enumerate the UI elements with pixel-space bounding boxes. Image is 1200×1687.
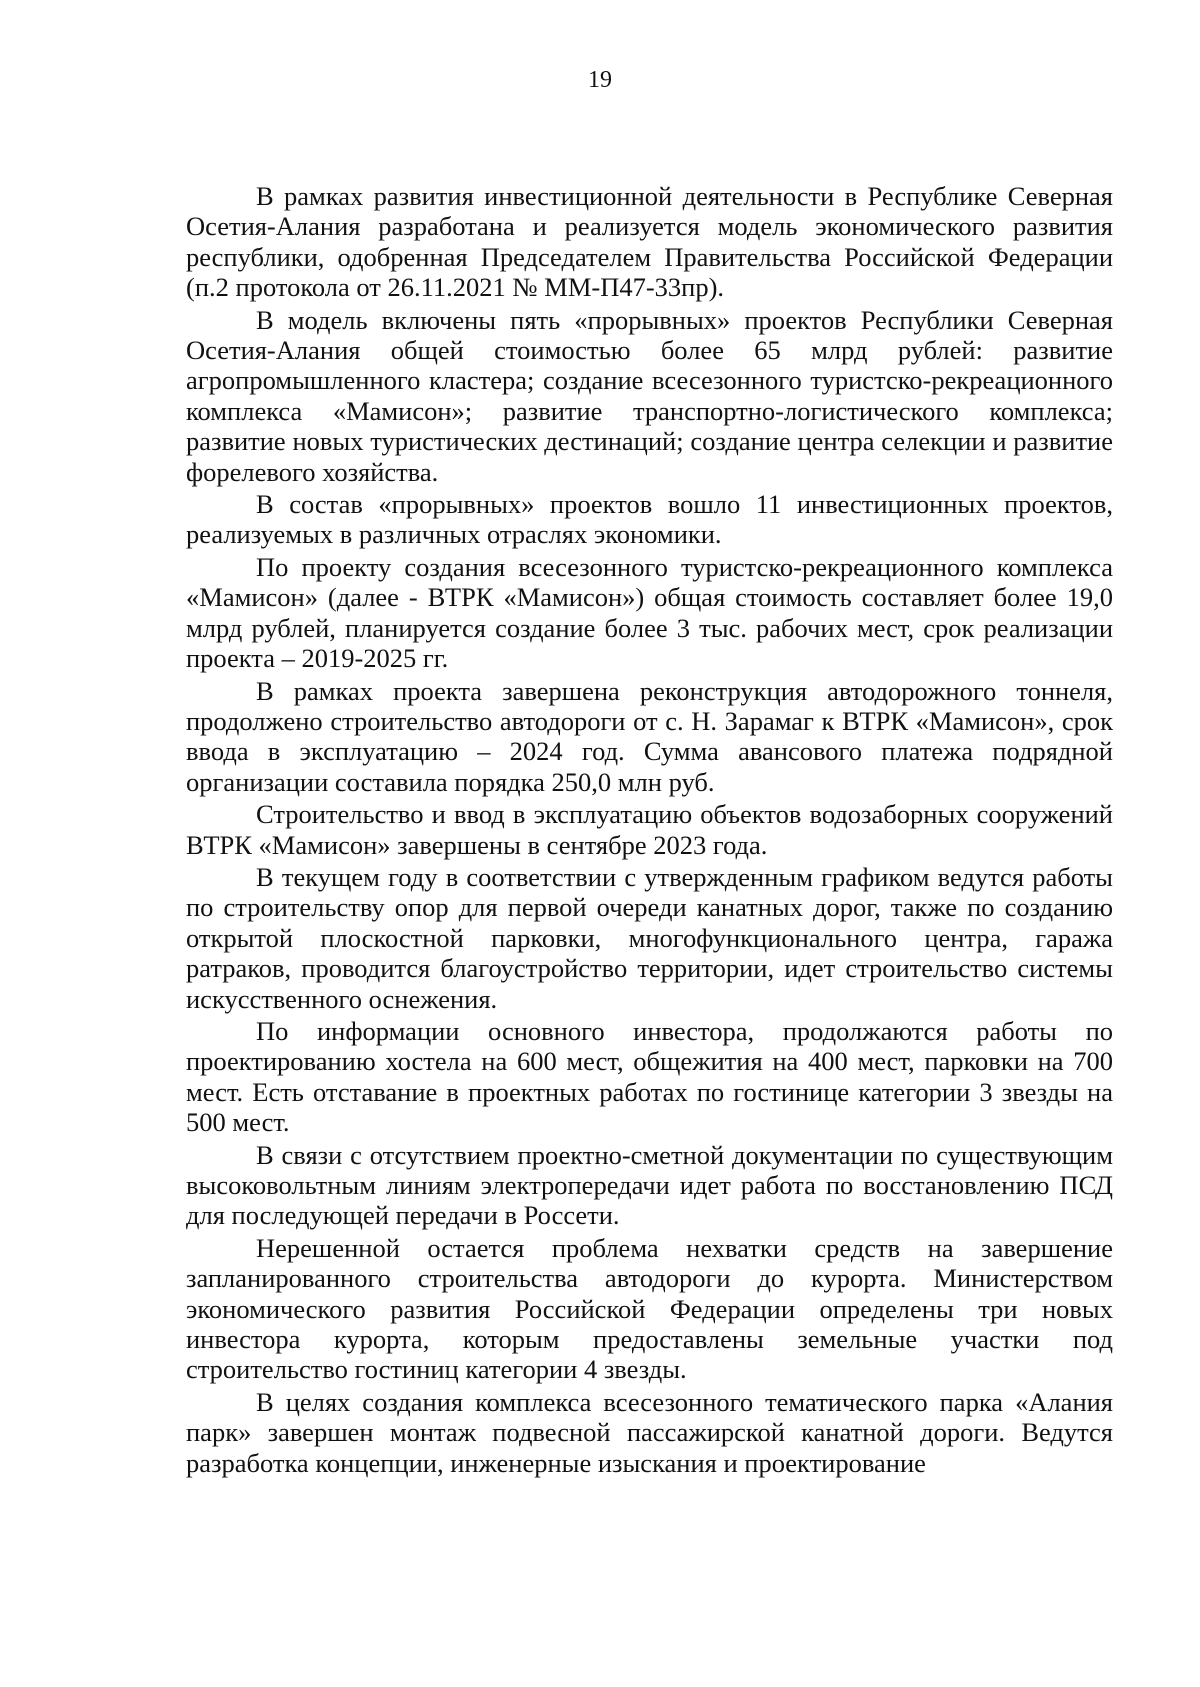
paragraph-5: В рамках проекта завершена реконструкция автодорожного тоннеля, продолжено строительство автодороги от с. Н. Зарамаг к ВТРК «Мамисон», срок ввода в эксплуатацию – 2024 год. Сумма авансового платежа подрядной организации составила порядка 250,0 млн руб. xyxy=(186,675,1113,797)
body-text xyxy=(186,181,1113,1480)
paragraph-11: В целях создания комплекса всесезонного тематического парка «Алания парк» завершен монтаж подвесной пассажирской канатной дороги. Ведутся разработка концепции, инженерные изыскания и проектирование xyxy=(186,1386,1113,1478)
paragraph-7: В текущем году в соответствии с утвержденным графиком ведутся работы по строительству опор для первой очереди канатных дорог, также по созданию открытой плоскостной парковки, многофункционального центра, гаража ратраков, проводится благоустройство территории, идет строительство системы искусственного оснежения. xyxy=(186,861,1113,1014)
paragraph-1: В рамках развития инвестиционной деятельности в Республике Северная Осетия-Алания разработана и реализуется модель экономического развития республики, одобренная Председателем Правительства Российской Федерации (п.2 протокола от 26.11.2021 № ММ-П47-33пр). xyxy=(186,181,1113,303)
paragraph-4: По проекту создания всесезонного туристско-рекреационного комплекса «Мамисон» (далее - ВТРК «Мамисон») общая стоимость составляет более 19,0 млрд рублей, планируется создание более 3 тыс. рабочих мест, срок реализации проекта – 2019-2025 гг. xyxy=(186,551,1113,674)
paragraph-10: Нерешенной остается проблема нехватки средств на завершение запланированного строительства автодороги до курорта. Министерством экономического развития Российской Федерации определены три новых инвестора курорта, которым предоставлены земельные участки под строительство гостиниц категории 4 звезды. xyxy=(186,1232,1113,1385)
paragraph-6: Строительство и ввод в эксплуатацию объектов водозаборных сооружений ВТРК «Мамисон» завершены в сентябре 2023 года. xyxy=(186,799,1113,860)
paragraph-3: В состав «прорывных» проектов вошло 11 инвестиционных проектов, реализуемых в различных отраслях экономики. xyxy=(186,489,1113,550)
paragraph-8: По информации основного инвестора, продолжаются работы по проектированию хостела на 600 мест, общежития на 400 мест, парковки на 700 мест. Есть отставание в проектных работах по гостинице категории 3 звезды на 500 мест. xyxy=(186,1015,1113,1138)
paragraph-9: В связи с отсутствием проектно-сметной документации по существующим высоковольтным линиям электропередачи идет работа по восстановлению ПСД для последующей передачи в Россети. xyxy=(186,1139,1113,1231)
page-number: 19 xyxy=(588,67,612,93)
paragraph-2: В модель включены пять «прорывных» проектов Республики Северная Осетия-Алания общей стоимостью более 65 млрд рублей: развитие агропромышленного кластера; создание всесезонного туристско-рекреационного комплекса «Мамисон»; развитие транспортно-логистического комплекса; развитие новых туристических дестинаций; создание центра селекции и развитие форелевого хозяйства. xyxy=(186,304,1113,487)
